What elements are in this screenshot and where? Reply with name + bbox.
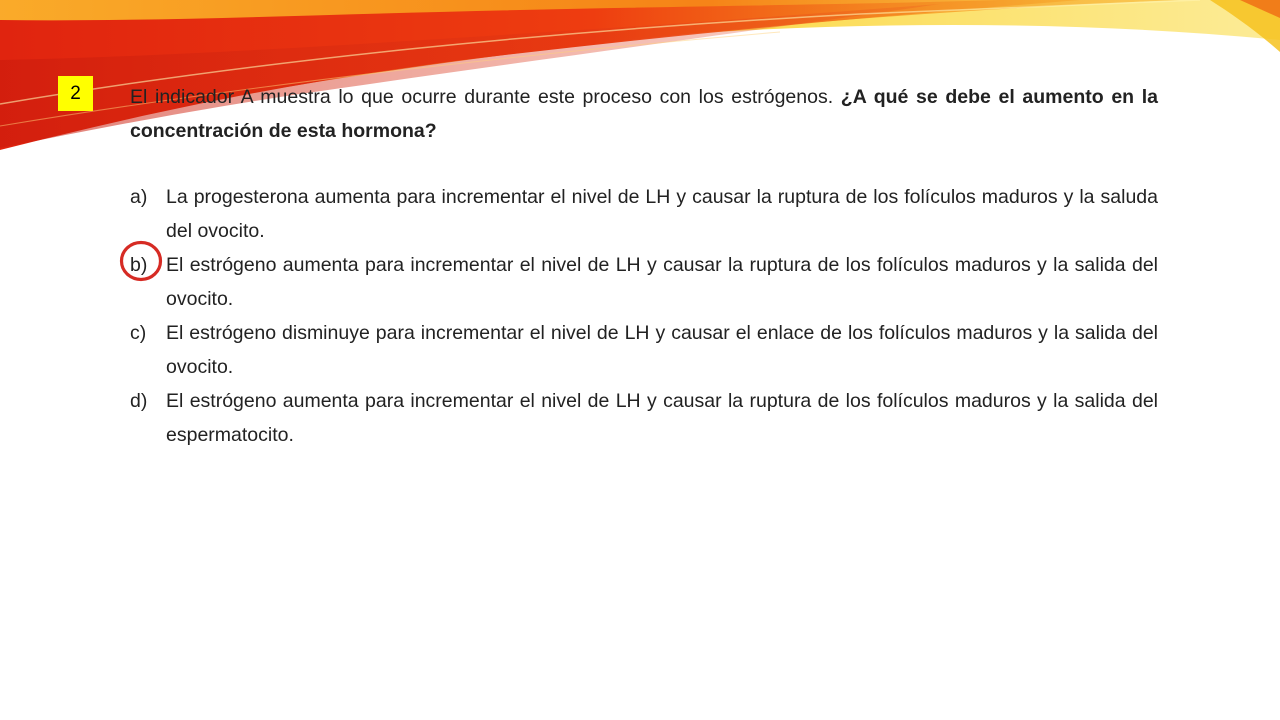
option-text: El estrógeno aumenta para incrementar el nivel de LH y causar la ruptura de los folículos maduros y la salida del espermatocito.	[166, 390, 1158, 446]
question-block	[130, 80, 1158, 452]
slide-number-badge: 2	[58, 76, 93, 111]
answer-option-c[interactable]	[130, 316, 1158, 384]
answer-option-d[interactable]	[130, 384, 1158, 452]
question-text	[130, 80, 1158, 148]
option-letter: c)	[130, 322, 147, 344]
option-letter: a)	[130, 186, 148, 208]
answer-option-b[interactable]	[130, 248, 1158, 316]
option-text: El estrógeno disminuye para incrementar el nivel de LH y causar el enlace de los folículos maduros y la salida del ovocito.	[166, 322, 1158, 378]
option-text: El estrógeno aumenta para incrementar el nivel de LH y causar la ruptura de los folículos maduros y la salida del ovocito.	[166, 254, 1158, 310]
answer-option-a[interactable]	[130, 180, 1158, 248]
option-letter: d)	[130, 390, 148, 412]
question-statement: El indicador A muestra lo que ocurre durante este proceso con los estrógenos.	[130, 86, 841, 108]
answer-options-list	[130, 180, 1158, 452]
option-text: La progesterona aumenta para incrementar el nivel de LH y causar la ruptura de los folículos maduros y la saluda del ovocito.	[166, 186, 1158, 242]
option-letter: b)	[130, 254, 148, 276]
question-emphasis: ¿A qué se debe el aumento en la concentración de esta hormona?	[130, 86, 1158, 142]
